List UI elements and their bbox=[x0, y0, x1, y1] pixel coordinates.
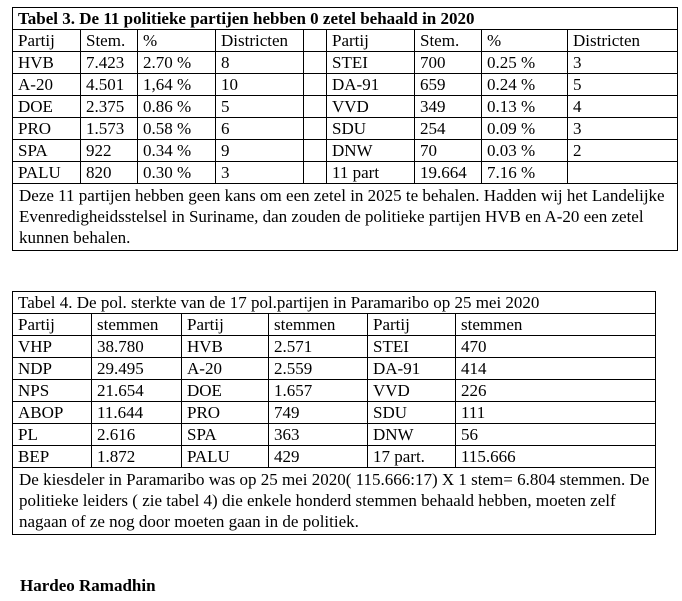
table-cell: PL bbox=[13, 424, 92, 446]
table-cell: VVD bbox=[327, 96, 415, 118]
table-cell: 29.495 bbox=[92, 358, 182, 380]
table-cell: A-20 bbox=[13, 74, 81, 96]
table-cell: 349 bbox=[415, 96, 482, 118]
table-cell: 470 bbox=[456, 336, 656, 358]
table-cell: 10 bbox=[216, 74, 304, 96]
table-cell: PRO bbox=[13, 118, 81, 140]
table-cell: VVD bbox=[368, 380, 456, 402]
table-cell: 9 bbox=[216, 140, 304, 162]
table-cell: 70 bbox=[415, 140, 482, 162]
table-cell: 0.25 % bbox=[482, 52, 568, 74]
table-cell: 2.559 bbox=[269, 358, 368, 380]
table-cell bbox=[304, 162, 327, 184]
table-cell: 820 bbox=[81, 162, 138, 184]
table-cell: SDU bbox=[327, 118, 415, 140]
table-cell: 19.664 bbox=[415, 162, 482, 184]
table-cell: PALU bbox=[13, 162, 81, 184]
author-name: Hardeo Ramadhin bbox=[20, 576, 156, 595]
table-cell: DNW bbox=[368, 424, 456, 446]
table-4 bbox=[12, 291, 656, 535]
table-cell: 115.666 bbox=[456, 446, 656, 468]
table-cell: 414 bbox=[456, 358, 656, 380]
table-cell: 700 bbox=[415, 52, 482, 74]
table-cell: SPA bbox=[13, 140, 81, 162]
table-cell: DNW bbox=[327, 140, 415, 162]
table-cell: 5 bbox=[568, 74, 678, 96]
table-cell: 1.872 bbox=[92, 446, 182, 468]
table-cell: SPA bbox=[182, 424, 269, 446]
table-cell: 0.34 % bbox=[138, 140, 216, 162]
table3-header-row bbox=[13, 30, 678, 52]
table-cell bbox=[304, 118, 327, 140]
column-header: Partij bbox=[13, 30, 81, 52]
table-cell: 11.644 bbox=[92, 402, 182, 424]
table-cell: 1,64 % bbox=[138, 74, 216, 96]
table-cell: 38.780 bbox=[92, 336, 182, 358]
table-cell: 2 bbox=[568, 140, 678, 162]
table-cell: 5 bbox=[216, 96, 304, 118]
column-header: stemmen bbox=[92, 314, 182, 336]
column-header: stemmen bbox=[269, 314, 368, 336]
table-row bbox=[13, 424, 656, 446]
table-cell: 0.86 % bbox=[138, 96, 216, 118]
table-cell: 8 bbox=[216, 52, 304, 74]
table-row bbox=[13, 336, 656, 358]
table-cell: 922 bbox=[81, 140, 138, 162]
table-cell: 3 bbox=[568, 52, 678, 74]
table-cell: 2.571 bbox=[269, 336, 368, 358]
table-cell: ABOP bbox=[13, 402, 92, 424]
table-cell bbox=[304, 74, 327, 96]
table-row bbox=[13, 402, 656, 424]
table4-header-row bbox=[13, 314, 656, 336]
table-3-title: Tabel 3. De 11 politieke partijen hebben 0 zetel behaald in 2020 bbox=[13, 8, 678, 30]
table-cell: DOE bbox=[13, 96, 81, 118]
table-cell: 1.657 bbox=[269, 380, 368, 402]
table-cell bbox=[304, 52, 327, 74]
table-cell: 2.375 bbox=[81, 96, 138, 118]
column-header: Districten bbox=[216, 30, 304, 52]
column-header: stemmen bbox=[456, 314, 656, 336]
table-row bbox=[13, 118, 678, 140]
column-header: Partij bbox=[368, 314, 456, 336]
table-cell: PALU bbox=[182, 446, 269, 468]
table-cell bbox=[304, 140, 327, 162]
column-header: Districten bbox=[568, 30, 678, 52]
table-cell: 659 bbox=[415, 74, 482, 96]
table-cell: NDP bbox=[13, 358, 92, 380]
table-cell: 56 bbox=[456, 424, 656, 446]
column-header: % bbox=[482, 30, 568, 52]
table-cell: STEI bbox=[368, 336, 456, 358]
table-cell bbox=[568, 162, 678, 184]
table-row bbox=[13, 162, 678, 184]
table-cell: 3 bbox=[216, 162, 304, 184]
table-row bbox=[13, 96, 678, 118]
table-cell: SDU bbox=[368, 402, 456, 424]
table-cell: DA-91 bbox=[368, 358, 456, 380]
table-4-title: Tabel 4. De pol. sterkte van de 17 pol.partijen in Paramaribo op 25 mei 2020 bbox=[13, 292, 656, 314]
column-header: Stem. bbox=[415, 30, 482, 52]
table-cell: 4 bbox=[568, 96, 678, 118]
table-cell: 4.501 bbox=[81, 74, 138, 96]
table4-note: De kiesdeler in Paramaribo was op 25 mei 2020( 115.666:17) X 1 stem= 6.804 stemmen. De politieke leiders ( zie tabel 4) die enkele honderd stemmen behaald hebben, moeten zelf nagaan of ze nog door moeten gaan in de politiek. bbox=[13, 468, 656, 535]
table-cell: 0.13 % bbox=[482, 96, 568, 118]
table-cell: PRO bbox=[182, 402, 269, 424]
table-row bbox=[13, 52, 678, 74]
column-header: Stem. bbox=[81, 30, 138, 52]
table-cell: 749 bbox=[269, 402, 368, 424]
table-cell: 0.09 % bbox=[482, 118, 568, 140]
table-row bbox=[13, 74, 678, 96]
table-cell: 7.16 % bbox=[482, 162, 568, 184]
column-header: Partij bbox=[13, 314, 92, 336]
table-cell: HVB bbox=[182, 336, 269, 358]
table-cell: 3 bbox=[568, 118, 678, 140]
table-cell: VHP bbox=[13, 336, 92, 358]
table-cell: 21.654 bbox=[92, 380, 182, 402]
table-row bbox=[13, 358, 656, 380]
table-cell: 11 part bbox=[327, 162, 415, 184]
column-header: Partij bbox=[182, 314, 269, 336]
table-cell: 429 bbox=[269, 446, 368, 468]
table-cell: HVB bbox=[13, 52, 81, 74]
table-cell: 111 bbox=[456, 402, 656, 424]
column-header: Partij bbox=[327, 30, 415, 52]
table-cell: DOE bbox=[182, 380, 269, 402]
column-header: % bbox=[138, 30, 216, 52]
table3-note: Deze 11 partijen hebben geen kans om een zetel in 2025 te behalen. Hadden wij het Landelijke Evenredigheidsstelsel in Suriname, dan zouden de politieke partijen HVB en A-20 een zetel kunnen behalen. bbox=[13, 184, 678, 251]
table-cell: 226 bbox=[456, 380, 656, 402]
table-cell: 0.30 % bbox=[138, 162, 216, 184]
table-row bbox=[13, 446, 656, 468]
table-cell: STEI bbox=[327, 52, 415, 74]
table-row bbox=[13, 380, 656, 402]
table-row bbox=[13, 140, 678, 162]
table-cell: NPS bbox=[13, 380, 92, 402]
table-cell: 363 bbox=[269, 424, 368, 446]
table-cell: 6 bbox=[216, 118, 304, 140]
table-cell: 7.423 bbox=[81, 52, 138, 74]
table-3 bbox=[12, 7, 678, 251]
table-cell: 1.573 bbox=[81, 118, 138, 140]
table-cell: 2.616 bbox=[92, 424, 182, 446]
column-header bbox=[304, 30, 327, 52]
table-cell: 254 bbox=[415, 118, 482, 140]
table-cell: 0.24 % bbox=[482, 74, 568, 96]
table-cell: 17 part. bbox=[368, 446, 456, 468]
table-cell bbox=[304, 96, 327, 118]
table-cell: A-20 bbox=[182, 358, 269, 380]
table-cell: 2.70 % bbox=[138, 52, 216, 74]
table-cell: BEP bbox=[13, 446, 92, 468]
table-cell: 0.03 % bbox=[482, 140, 568, 162]
table-cell: DA-91 bbox=[327, 74, 415, 96]
table-cell: 0.58 % bbox=[138, 118, 216, 140]
